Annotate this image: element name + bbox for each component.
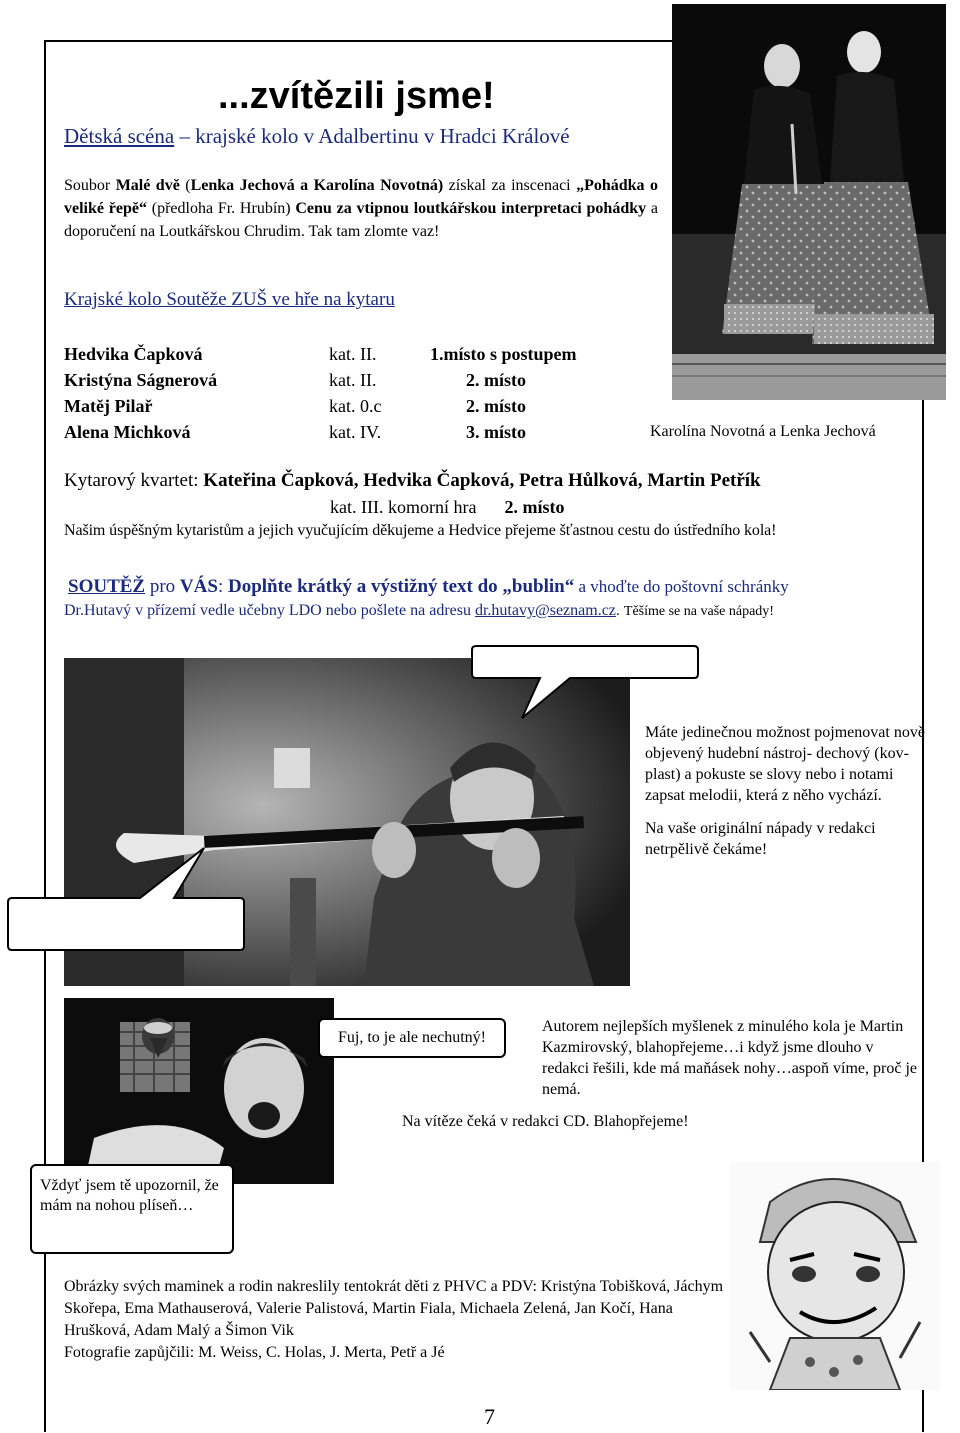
quartet-place: 2. místo: [504, 497, 565, 517]
result-row: [64, 419, 664, 445]
speech-bubble-woman: Fuj, to je ale nechutný!: [318, 1018, 506, 1058]
contest-text: .: [615, 602, 624, 619]
prize-note: Na vítěze čeká v redakci CD. Blahopřejeme!: [402, 1113, 689, 1130]
intro-bold: „Pohádka o veliké řepě“: [64, 177, 658, 217]
intro-bold: Cenu za vtipnou loutkářskou interpretaci pohádky: [295, 200, 647, 217]
instrument-info-box: [645, 722, 925, 872]
photo-two-girls: [672, 4, 946, 400]
section-subtitle: [64, 124, 570, 149]
page-title: ...zvítězili jsme!: [218, 75, 495, 117]
speech-bubble-empty-top: [470, 642, 702, 722]
result-place: 1.místo s postupem: [430, 344, 577, 364]
quartet-members: Kateřina Čapková, Hedvika Čapková, Petra Hůlková, Martin Petřík: [203, 470, 761, 491]
result-name: Kristýna Ságnerová: [64, 370, 218, 390]
thanks-text: Našim úspěšným kytaristům a jejich vyučujícím děkujeme a Hedvice přejeme šťastnou cestu do ústředního kola!: [64, 522, 777, 539]
result-row: [64, 341, 664, 367]
contest-text: :: [217, 576, 228, 597]
result-name: Alena Michková: [64, 422, 191, 442]
intro-bold: Malé dvě: [115, 177, 180, 194]
speech-bubble-puppet: Vždyť jsem tě upozornil, že mám na nohou plíseň…: [30, 1164, 234, 1254]
contest-email-link[interactable]: dr.hutavy@seznam.cz: [474, 602, 616, 619]
contest-line-2: [64, 602, 774, 620]
child-drawing: [730, 1162, 940, 1390]
result-place: 2. místo: [466, 396, 526, 416]
result-category: kat. IV.: [329, 422, 382, 442]
result-place: 3. místo: [466, 422, 526, 442]
quartet-line: [64, 470, 761, 492]
quartet-result: [330, 497, 564, 518]
instrument-text: Máte jedinečnou možnost pojmenovat nově objevený hudební nástroj- dechový (kov-plast) a pokuste se slovy nebo i notami zapsat melodii, která z něho vychází.: [645, 724, 925, 804]
speech-bubble-empty-left: [4, 840, 250, 956]
result-name: Matěj Pilař: [64, 396, 153, 416]
intro-text: Soubor: [64, 177, 116, 194]
contest-text: pro: [145, 576, 180, 597]
contest-text: Těšíme se na vaše nápady!: [623, 604, 774, 619]
contest-text: a vhoďte do poštovní schránky: [574, 577, 789, 596]
result-category: kat. II.: [329, 370, 377, 390]
result-place: 2. místo: [466, 370, 526, 390]
result-category: kat. II.: [329, 344, 377, 364]
guitar-contest-heading: Krajské kolo Soutěže ZUŠ ve hře na kytaru: [64, 289, 395, 310]
photo-puppet-woman: [64, 998, 334, 1184]
contest-text: Doplňte krátký a výstižný text do „bublin“: [227, 576, 575, 597]
contest-text: VÁS: [179, 576, 218, 597]
intro-text: (: [179, 177, 191, 194]
intro-text: získal za inscenaci: [443, 177, 577, 194]
intro-text: a doporučení na Loutkářskou Chrudim. Tak tam zlomte vaz!: [64, 200, 658, 240]
contest-line-1: [68, 576, 789, 598]
instrument-text: Na vaše originální nápady v redakci netrpělivě čekáme!: [645, 820, 876, 858]
intro-bold: Lenka Jechová a Karolína Novotná): [190, 177, 444, 194]
intro-text: (předloha Fr. Hrubín): [146, 200, 296, 217]
result-name: Hedvika Čapková: [64, 344, 203, 364]
photo-credits: Fotografie zapůjčili: M. Weiss, C. Holas, J. Merta, Petř a Jé: [64, 1344, 445, 1361]
contest-text: Dr.Hutavý v přízemí vedle učebny LDO nebo pošlete na adresu: [64, 602, 475, 619]
quartet-label: Kytarový kvartet:: [64, 470, 204, 491]
quartet-category: kat. III. komorní hra: [330, 497, 477, 517]
intro-paragraph: [64, 174, 658, 243]
contest-label: SOUTĚŽ: [68, 576, 146, 597]
subtitle-underlined: Dětská scéna: [64, 124, 175, 148]
result-row: [64, 367, 664, 393]
drawings-credits: [64, 1276, 724, 1364]
subtitle-rest: – krajské kolo v Adalbertinu v Hradci Králové: [174, 124, 570, 148]
photo-caption: Karolína Novotná a Lenka Jechová: [650, 423, 876, 440]
drawings-text: Obrázky svých maminek a rodin nakreslily tentokrát děti z PHVC a PDV: Kristýna Tobišková, Jáchym Skořepa, Ema Mathauserová, Valerie Palistová, Martin Fiala, Michaela Zelená, Jan Kočí, Hana Hrušková, Adam Malý a Šimon Vik: [64, 1278, 724, 1339]
result-row: [64, 393, 664, 419]
result-category: kat. 0.c: [329, 396, 382, 416]
page-number: 7: [484, 1404, 495, 1429]
winner-announcement: Autorem nejlepších myšlenek z minulého kola je Martin Kazmirovský, blahopřejeme…i když jsme dlouho v redakci řešili, kde má maňásek nohy…aspoň víme, proč je nemá.: [542, 1018, 917, 1098]
